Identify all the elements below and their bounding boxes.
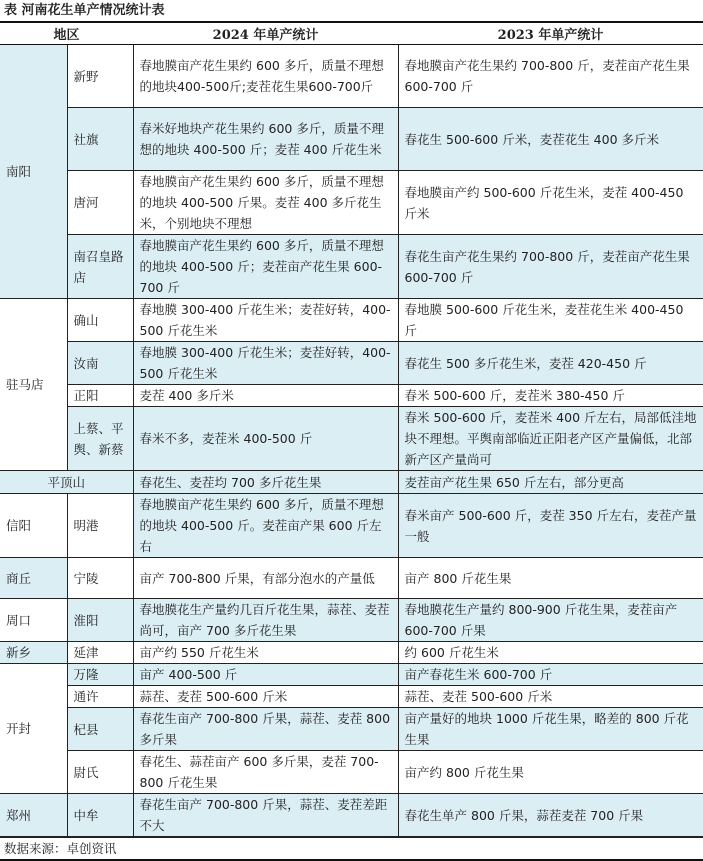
table-row	[0, 108, 703, 171]
region-cell: 开封	[0, 664, 67, 794]
cell-2023: 亩产 800 斤花生果	[398, 558, 703, 599]
cell-2024: 春米好地块产花生果约 600 多斤，质量不理想的地块 400-500 斤；麦茬 400 斤花生米	[133, 108, 398, 171]
cell-2024: 春花生亩产 700-800 斤果，蒜茬、麦茬差距不大	[133, 794, 398, 837]
cell-2023: 春米 500-600 斤，麦茬米 400 斤左右，局部低洼地块不理想。平舆南部临近正阳老产区产量偏低，北部新产区产量尚可	[398, 407, 703, 471]
cell-2023: 春花生 500 多斤花生米，麦茬 420-450 斤	[398, 342, 703, 385]
table-header	[0, 22, 703, 45]
cell-2024: 亩产约 550 斤花生米	[133, 642, 398, 664]
table-row	[0, 407, 703, 471]
cell-2023: 春地膜亩产花生果约 700-800 斤，麦茬亩产花生果 600-700 斤	[398, 45, 703, 108]
table-title: 表 河南花生单产情况统计表	[4, 3, 165, 18]
cell-2024: 春地膜花生产量约几百斤花生果，蒜茬、麦茬尚可，亩产 700 多斤花生果	[133, 599, 398, 642]
header-region: 地区	[0, 22, 133, 45]
subregion-cell: 正阳	[67, 385, 133, 407]
cell-2023: 亩产春花生米 600-700 斤	[398, 664, 703, 686]
cell-2023: 春花生 500-600 斤米，麦茬花生 400 多斤米	[398, 108, 703, 171]
cell-2023: 春米 500-600 斤，麦茬米 380-450 斤	[398, 385, 703, 407]
table-row	[0, 45, 703, 108]
table-row	[0, 494, 703, 558]
cell-2024: 春地膜 300-400 斤花生米；麦茬好转，400-500 斤花生米	[133, 299, 398, 342]
table-row	[0, 642, 703, 664]
cell-2023: 春地膜花生产量约 800-900 斤花生果，麦茬亩产 600-700 斤果	[398, 599, 703, 642]
table-row	[0, 299, 703, 342]
subregion-cell: 新野	[67, 45, 133, 108]
table-row	[0, 686, 703, 708]
region-cell: 南阳	[0, 45, 67, 299]
table-row	[0, 558, 703, 599]
subregion-cell: 通许	[67, 686, 133, 708]
table-row	[0, 471, 703, 494]
subregion-cell: 社旗	[67, 108, 133, 171]
region-cell: 信阳	[0, 494, 67, 558]
table-row	[0, 599, 703, 642]
subregion-cell: 万隆	[67, 664, 133, 686]
table-row	[0, 171, 703, 235]
cell-2023: 春花生单产 800 斤果，蒜茬麦茬 700 斤果	[398, 794, 703, 837]
subregion-cell: 南召皇路店	[67, 235, 133, 299]
subregion-cell: 中牟	[67, 794, 133, 837]
cell-2023: 麦茬亩产花生果 650 斤左右，部分更高	[398, 471, 703, 494]
table-row	[0, 385, 703, 407]
cell-2024: 蒜茬、麦茬 500-600 斤米	[133, 686, 398, 708]
region-cell: 周口	[0, 599, 67, 642]
subregion-cell: 确山	[67, 299, 133, 342]
subregion-cell: 明港	[67, 494, 133, 558]
subregion-cell: 延津	[67, 642, 133, 664]
cell-2023: 约 600 斤花生米	[398, 642, 703, 664]
cell-2024: 春米不多，麦茬米 400-500 斤	[133, 407, 398, 471]
cell-2024: 亩产 400-500 斤	[133, 664, 398, 686]
subregion-cell: 上蔡、平舆、新蔡	[67, 407, 133, 471]
cell-2024: 春花生亩产 700-800 斤果，蒜茬、麦茬 800 多斤果	[133, 708, 398, 751]
cell-2023: 春花生亩产花生果约 700-800 斤，麦茬亩产花生果 600-700 斤	[398, 235, 703, 299]
cell-2023: 亩产约 800 斤花生果	[398, 751, 703, 794]
table-row	[0, 664, 703, 686]
cell-2024: 春花生、蒜茬亩产 600 多斤果，麦茬 700-800 斤花生果	[133, 751, 398, 794]
yield-table	[0, 21, 703, 837]
cell-2024: 春花生、麦茬均 700 多斤花生果	[133, 471, 398, 494]
cell-2024: 春地膜亩产花生果约 600 多斤，质量不理想的地块 400-500 斤。麦茬亩产果 600 斤左右	[133, 494, 398, 558]
subregion-cell: 杞县	[67, 708, 133, 751]
region-cell: 商丘	[0, 558, 67, 599]
subregion-cell: 淮阳	[67, 599, 133, 642]
cell-2024: 亩产 700-800 斤果，有部分泡水的产量低	[133, 558, 398, 599]
cell-2023: 春地膜亩产约 500-600 斤花生米，麦茬 400-450 斤米	[398, 171, 703, 235]
cell-2023: 春米亩产 500-600 斤，麦茬 350 斤左右，麦茬产量一般	[398, 494, 703, 558]
cell-2024: 春地膜亩产花生果约 600 多斤，质量不理想的地块 400-500 斤；麦茬亩产花生果 600-700 斤	[133, 235, 398, 299]
subregion-cell: 汝南	[67, 342, 133, 385]
table-row	[0, 235, 703, 299]
region-cell: 郑州	[0, 794, 67, 837]
cell-2024: 春地膜亩产花生果约 600 多斤，质量不理想的地块400-500斤;麦茬花生果600-700斤	[133, 45, 398, 108]
header-2024: 2024 年单产统计	[133, 22, 398, 45]
cell-2023: 亩产量好的地块 1000 斤花生果，略差的 800 斤花生果	[398, 708, 703, 751]
table-row	[0, 708, 703, 751]
region-cell: 驻马店	[0, 299, 67, 471]
cell-2024: 春地膜亩产花生果约 600 多斤，质量不理想的地块 400-500 斤果。麦茬 400 多斤花生米，个别地块不理想	[133, 171, 398, 235]
cell-2023: 春地膜 500-600 斤花生米，麦茬花生米 400-450 斤	[398, 299, 703, 342]
region-cell: 平顶山	[0, 471, 133, 494]
data-source: 数据来源：卓创资讯	[0, 837, 703, 861]
cell-2024: 麦茬 400 多斤米	[133, 385, 398, 407]
subregion-cell: 唐河	[67, 171, 133, 235]
cell-2023: 蒜茬、麦茬 500-600 斤米	[398, 686, 703, 708]
subregion-cell: 宁陵	[67, 558, 133, 599]
region-cell: 新乡	[0, 642, 67, 664]
cell-2024: 春地膜 300-400 斤花生米；麦茬好转，400-500 斤花生米	[133, 342, 398, 385]
table-row	[0, 751, 703, 794]
header-2023: 2023 年单产统计	[398, 22, 703, 45]
table-row	[0, 794, 703, 837]
table-row	[0, 342, 703, 385]
subregion-cell: 尉氏	[67, 751, 133, 794]
